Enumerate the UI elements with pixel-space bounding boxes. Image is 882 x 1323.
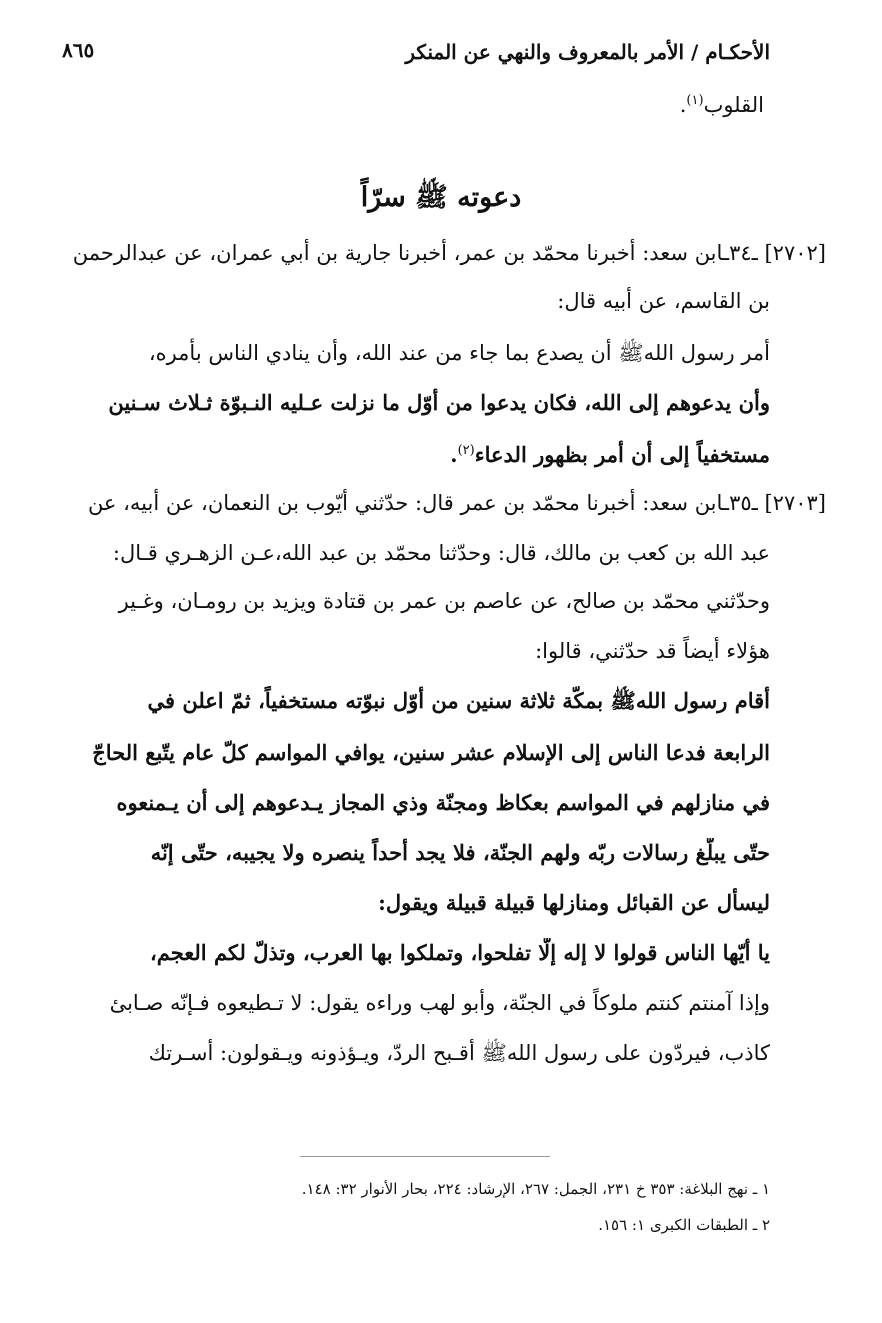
intro-text: القلوب	[703, 93, 764, 117]
hadith-2703-line-3: وحدّثني محمّد بن صالح، عن عاصم بن عمر بن قتادة ويزيد بن رومـان، وغـير	[118, 589, 770, 613]
hadith-2703-line-2: عبد الله بن كعب بن مالك، قال: وحدّثنا محمّد بن عبد الله،عـن الزهـري قـال:	[112, 541, 770, 565]
hadith-2703-line-8: حتّى يبلّغ رسالات ربّه ولهم الجنّة، فلا يجد أحداً ينصره ولا يجيبه، حتّى إنّه	[150, 840, 770, 865]
hadith-2702-line-3: أمر رسول اللهﷺ أن يصدع بما جاء من عند الله، وأن ينادي الناس بأمره،	[148, 341, 770, 365]
footnote-ref-1: (١)	[686, 93, 704, 108]
hadith-2703-line-12: كاذب، فيردّون على رسول اللهﷺ أقـبح الردّ، ويـؤذونه ويـقولون: أسـرتك	[148, 1041, 770, 1065]
footnote-ref-2: (٢)	[457, 443, 475, 458]
section-title: دعوته ﷺ سرّاً	[360, 182, 522, 213]
hadith-2703-line-7: في منازلهم في المواسم بعكاظ ومجنّة وذي المجاز يـدعوهم إلى أن يـمنعوه	[116, 790, 770, 815]
intro-line: القلوب$^{(١)}$.	[679, 93, 764, 117]
hadith-2703-line-6: الرابعة فدعا الناس إلى الإسلام عشر سنين، يوافي المواسم كلّ عام يتّبع الحاجّ	[92, 740, 770, 765]
hadith-2703-line-10: يا أيّها الناس قولوا لا إله إلّا تفلحوا، وتملكوا بها العرب، وتذلّ لكم العجم،	[149, 940, 770, 965]
hadith-2702-line-5: مستخفياً إلى أن أمر بظهور الدعاء$^{(٢)}$.	[450, 442, 770, 467]
hadith-2703-line-4: هؤلاء أيضاً قد حدّثني، قالوا:	[535, 639, 770, 663]
running-title: الأحكـام / الأمر بالمعروف والنهي عن المنكر	[405, 40, 770, 64]
hadith-2703-line-9: ليسأل عن القبائل ومنازلها قبيلة قبيلة ويقول:	[378, 890, 770, 915]
footnote-separator	[300, 1156, 550, 1157]
hadith-2703-line-5: أقام رسول اللهﷺ بمكّة ثلاثة سنين من أوّل نبوّته مستخفياً، ثمّ اعلن في	[147, 688, 770, 713]
hadith-2703-line-1: [٢٧٠٣] ـ٣٥ـابن سعد: أخبرنا محمّد بن عمر قال: حدّثني أيّوب بن النعمان، عن أبيه، عن	[87, 491, 826, 515]
footnote-1: ١ ـ نهج البلاغة: ٣٥٣ خ ٢٣١، الجمل: ٢٦٧، الإرشاد: ٢٢٤، بحار الأنوار ٣٢: ١٤٨.	[301, 1180, 770, 1198]
hadith-2702-line-4: وأن يدعوهم إلى الله، فكان يدعوا من أوّل ما نزلت عـليه النـبوّة ثـلاث سـنين	[108, 390, 770, 415]
hadith-2702-line-2: بن القاسم، عن أبيه قال:	[557, 289, 770, 313]
page-number: ٨٦٥	[62, 38, 95, 62]
hadith-2703-line-11: وإذا آمنتم كنتم ملوكاً في الجنّة، وأبو لهب وراءه يقول: لا تـطيعوه فـإنّه صـابئ	[109, 991, 770, 1015]
hadith-2702-line-5-text: مستخفياً إلى أن أمر بظهور الدعاء	[474, 442, 770, 467]
hadith-2702-line-1: [٢٧٠٢] ـ٣٤ـابن سعد: أخبرنا محمّد بن عمر، أخبرنا جارية بن أبي عمران، عن عبدالرحمن	[72, 241, 826, 265]
footnote-2: ٢ ـ الطبقات الكبرى ١: ١٥٦.	[598, 1216, 770, 1234]
